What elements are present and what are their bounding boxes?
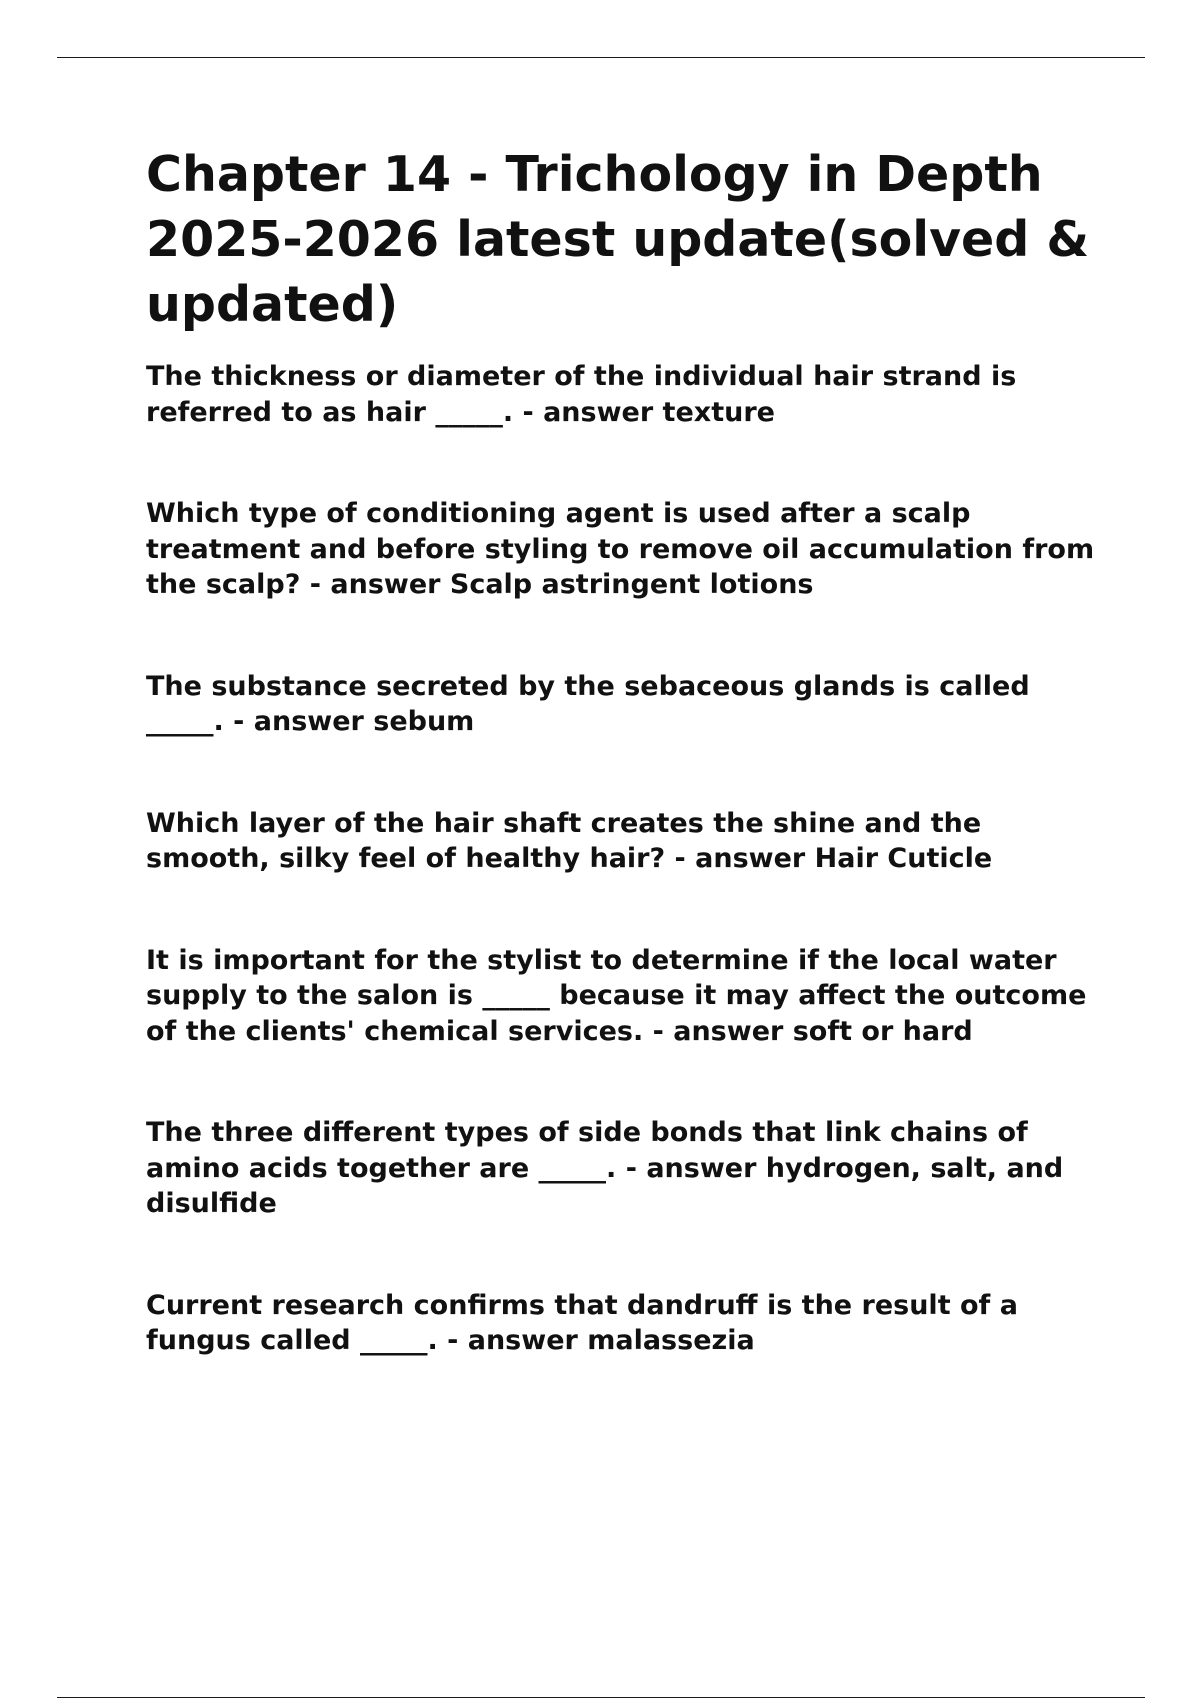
qa-item-2: Which type of conditioning agent is used after a scalp treatment and before styling to remove oil accumulation from the scalp? - answer Scalp astringent lotions [146, 498, 1095, 600]
document-title: Chapter 14 - Trichology in Depth 2025-2026 latest update(solved & updated) [146, 146, 1090, 333]
document-body [146, 142, 1096, 1359]
qa-item-6: The three different types of side bonds that link chains of amino acids together are _____. - answer hydrogen, salt, and disulfide [146, 1117, 1064, 1219]
qa-item-1: The thickness or diameter of the individual hair strand is referred to as hair _____. - answer texture [146, 361, 1017, 428]
qa-list [146, 359, 1096, 1359]
qa-item-3: The substance secreted by the sebaceous glands is called _____. - answer sebum [146, 670, 1030, 737]
top-divider [57, 57, 1145, 58]
qa-item-4: Which layer of the hair shaft creates the shine and the smooth, silky feel of healthy hair? - answer Hair Cuticle [146, 807, 993, 874]
bottom-divider [57, 1697, 1145, 1698]
qa-item-7: Current research confirms that dandruff is the result of a fungus called _____. - answer malassezia [146, 1289, 1018, 1356]
qa-item-5: It is important for the stylist to determine if the local water supply to the salon is _____ because it may affect the outcome of the clients' chemical services. - answer soft or hard [146, 944, 1087, 1047]
